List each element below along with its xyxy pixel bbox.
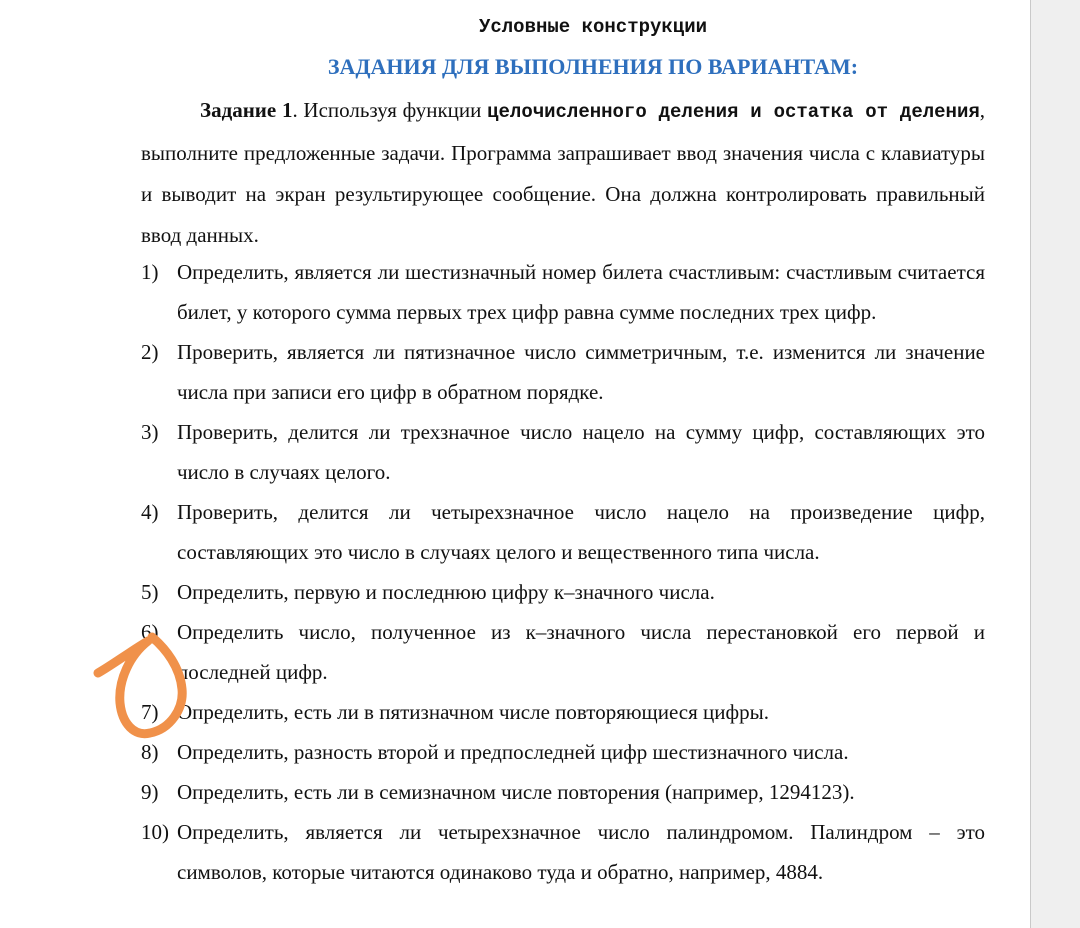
task-label: Задание 1 [200, 98, 293, 122]
item-text: Определить, является ли четырехзначное число палиндромом. Палиндром – это символов, которые читаются одинаково туда и обратно, например, 4884. [177, 820, 985, 884]
item-text: Определить, есть ли в пятизначном числе повторяющиеся цифры. [177, 700, 769, 724]
item-number: 9) [141, 780, 159, 804]
list-item [141, 492, 985, 572]
item-text: Определить, первую и последнюю цифру к–значного числа. [177, 580, 715, 604]
section-title: ЗАДАНИЯ ДЛЯ ВЫПОЛНЕНИЯ ПО ВАРИАНТАМ: [327, 54, 859, 79]
list-item [141, 572, 985, 612]
task-list [141, 252, 985, 892]
item-number: 4) [141, 500, 159, 524]
item-text: Проверить, делится ли трехзначное число нацело на сумму цифр, составляющих это число в случаях целого. [177, 420, 985, 484]
list-item [141, 812, 985, 892]
item-text: Определить, является ли шестизначный номер билета счастливым: счастливым считается билет, у которого сумма первых трех цифр равна сумме последних трех цифр. [177, 260, 985, 324]
item-text: Проверить, делится ли четырехзначное число нацело на произведение цифр, составляющих это число в случаях целого и вещественного типа числа. [177, 500, 985, 564]
item-text: Определить, разность второй и предпоследней цифр шестизначного числа. [177, 740, 849, 764]
list-item [141, 252, 985, 332]
item-number: 7) [141, 700, 159, 724]
intro-text-after: , выполните предложенные задачи. Программа запрашивает ввод значения числа с клавиатуры и выводит на экран результирующее сообщение. Она должна контролировать правильный ввод данных. [141, 98, 985, 247]
list-item [141, 732, 985, 772]
item-number: 8) [141, 740, 159, 764]
item-number: 3) [141, 420, 159, 444]
list-item [141, 412, 985, 492]
list-item [141, 692, 985, 732]
item-number: 6) [141, 620, 159, 644]
item-number: 5) [141, 580, 159, 604]
page-edge-divider [1030, 0, 1031, 928]
item-text: Определить число, полученное из к–значного числа перестановкой его первой и последней цифр. [177, 620, 985, 684]
item-number: 2) [141, 340, 159, 364]
list-item [141, 772, 985, 812]
intro-text-before: . Используя функции [292, 98, 488, 122]
intro-keyword: целочисленного деления и остатка от деления [487, 101, 980, 123]
list-item [141, 332, 985, 412]
list-item [141, 612, 985, 692]
task-intro-paragraph [141, 90, 985, 256]
page-header-title: Условные конструкции [478, 16, 708, 38]
item-text: Проверить, является ли пятизначное число симметричным, т.е. изменится ли значение числа при записи его цифр в обратном порядке. [177, 340, 985, 404]
item-number: 10) [141, 820, 169, 844]
item-text: Определить, есть ли в семизначном числе повторения (например, 1294123). [177, 780, 855, 804]
item-number: 1) [141, 260, 159, 284]
